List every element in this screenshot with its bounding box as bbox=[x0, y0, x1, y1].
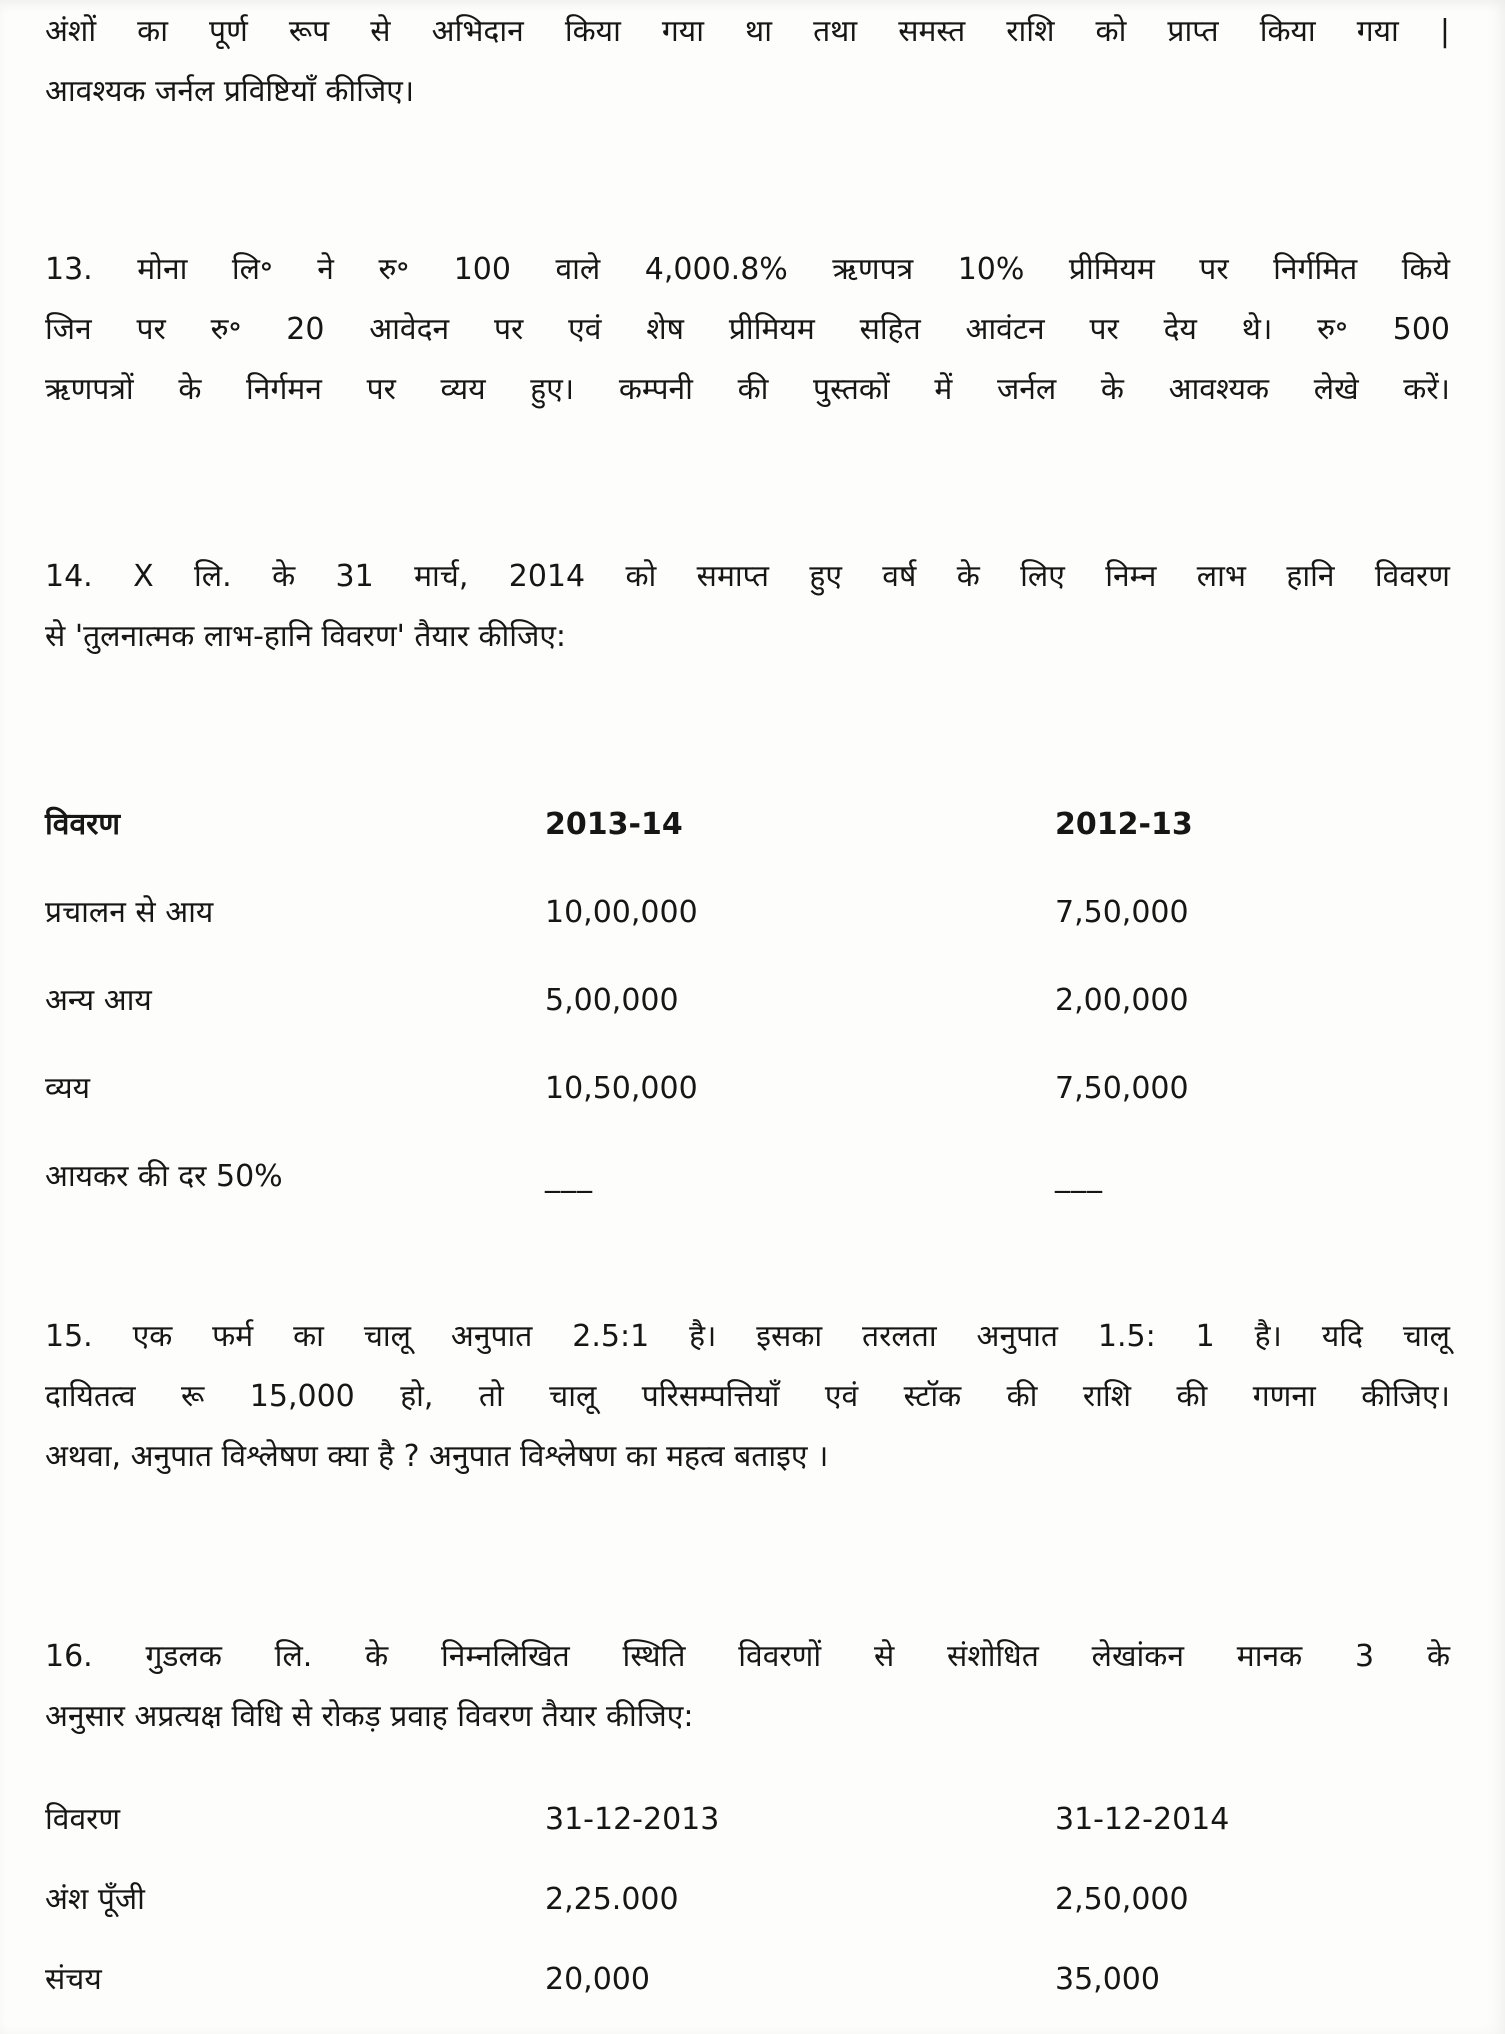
table-row bbox=[45, 883, 1450, 943]
paragraph-line: 14. X लि. के 31 मार्च, 2014 को समाप्त हुए वर्ष के लिए निम्न लाभ हानि विवरण bbox=[45, 559, 1450, 594]
row-value: 10,00,000 bbox=[545, 895, 698, 930]
row-label: अन्य आय bbox=[45, 983, 152, 1018]
question-14 bbox=[45, 547, 1450, 667]
paragraph-line: आवश्यक जर्नल प्रविष्टियाँ कीजिए। bbox=[45, 74, 415, 109]
paragraph-line: जिन पर रु॰ 20 आवेदन पर एवं शेष प्रीमियम सहित आवंटन पर देय थे। रु॰ 500 bbox=[45, 312, 1450, 347]
paragraph-line: 13. मोना लि॰ ने रु॰ 100 वाले 4,000.8% ऋणपत्र 10% प्रीमियम पर निर्गमित किये bbox=[45, 252, 1450, 287]
table-row bbox=[45, 1950, 1450, 2010]
row-value: 2,00,000 bbox=[1055, 983, 1189, 1018]
paragraph-line: 15. एक फर्म का चालू अनुपात 2.5:1 है। इसका तरलता अनुपात 1.5: 1 है। यदि चालू bbox=[45, 1319, 1450, 1354]
blank-line-placeholder: ___ bbox=[545, 1159, 593, 1194]
row-value: 2,25.000 bbox=[545, 1882, 679, 1917]
comparative-statement-table bbox=[45, 795, 1450, 1207]
row-label: अंश पूँजी bbox=[45, 1882, 145, 1917]
row-value: 2,50,000 bbox=[1055, 1882, 1189, 1917]
table-header-row bbox=[45, 795, 1450, 855]
balance-sheet-table bbox=[45, 1790, 1450, 2010]
row-value: 7,50,000 bbox=[1055, 1071, 1189, 1106]
column-header-2013-14: 2013-14 bbox=[545, 807, 683, 842]
table-row bbox=[45, 1147, 1450, 1207]
row-value: 7,50,000 bbox=[1055, 895, 1189, 930]
paragraph-line: 16. गुडलक लि. के निम्नलिखित स्थिति विवरणों से संशोधित लेखांकन मानक 3 के bbox=[45, 1639, 1450, 1674]
blank-line-placeholder: ___ bbox=[1055, 1159, 1103, 1194]
row-value: 20,000 bbox=[545, 1962, 650, 1997]
paragraph-line: अथवा, अनुपात विश्लेषण क्या है ? अनुपात विश्लेषण का महत्व बताइए । bbox=[45, 1439, 829, 1474]
table-row bbox=[45, 971, 1450, 1031]
table-header-row bbox=[45, 1790, 1450, 1850]
question-16 bbox=[45, 1627, 1450, 1747]
row-label: व्यय bbox=[45, 1071, 91, 1106]
question-15 bbox=[45, 1307, 1450, 1487]
row-label: आयकर की दर 50% bbox=[45, 1159, 283, 1194]
row-value: 35,000 bbox=[1055, 1962, 1160, 1997]
row-value: 10,50,000 bbox=[545, 1071, 698, 1106]
row-value: 5,00,000 bbox=[545, 983, 679, 1018]
paragraph-line: दायितत्व रू 15,000 हो, तो चालू परिसम्पत्तियाँ एवं स्टॉक की राशि की गणना कीजिए। bbox=[45, 1379, 1450, 1414]
row-label: संचय bbox=[45, 1962, 102, 1997]
table-row bbox=[45, 1059, 1450, 1119]
paragraph-line: ऋणपत्रों के निर्गमन पर व्यय हुए। कम्पनी की पुस्तकों में जर्नल के आवश्यक लेखे करें। bbox=[45, 372, 1450, 407]
paragraph-line: अनुसार अप्रत्यक्ष विधि से रोकड़ प्रवाह विवरण तैयार कीजिए: bbox=[45, 1699, 694, 1734]
row-label: प्रचालन से आय bbox=[45, 895, 214, 930]
paragraph-line: से 'तुलनात्मक लाभ-हानि विवरण' तैयार कीजिए: bbox=[45, 619, 567, 654]
question-13 bbox=[45, 240, 1450, 420]
column-header-particulars: विवरण bbox=[45, 807, 121, 842]
column-header-31-12-2014: 31-12-2014 bbox=[1055, 1802, 1230, 1837]
intro-paragraph bbox=[45, 2, 1450, 122]
paragraph-line: अंशों का पूर्ण रूप से अभिदान किया गया था तथा समस्त राशि को प्राप्त किया गया | bbox=[45, 14, 1450, 49]
table-row bbox=[45, 1870, 1450, 1930]
column-header-31-12-2013: 31-12-2013 bbox=[545, 1802, 720, 1837]
column-header-particulars: विवरण bbox=[45, 1802, 121, 1837]
column-header-2012-13: 2012-13 bbox=[1055, 807, 1193, 842]
